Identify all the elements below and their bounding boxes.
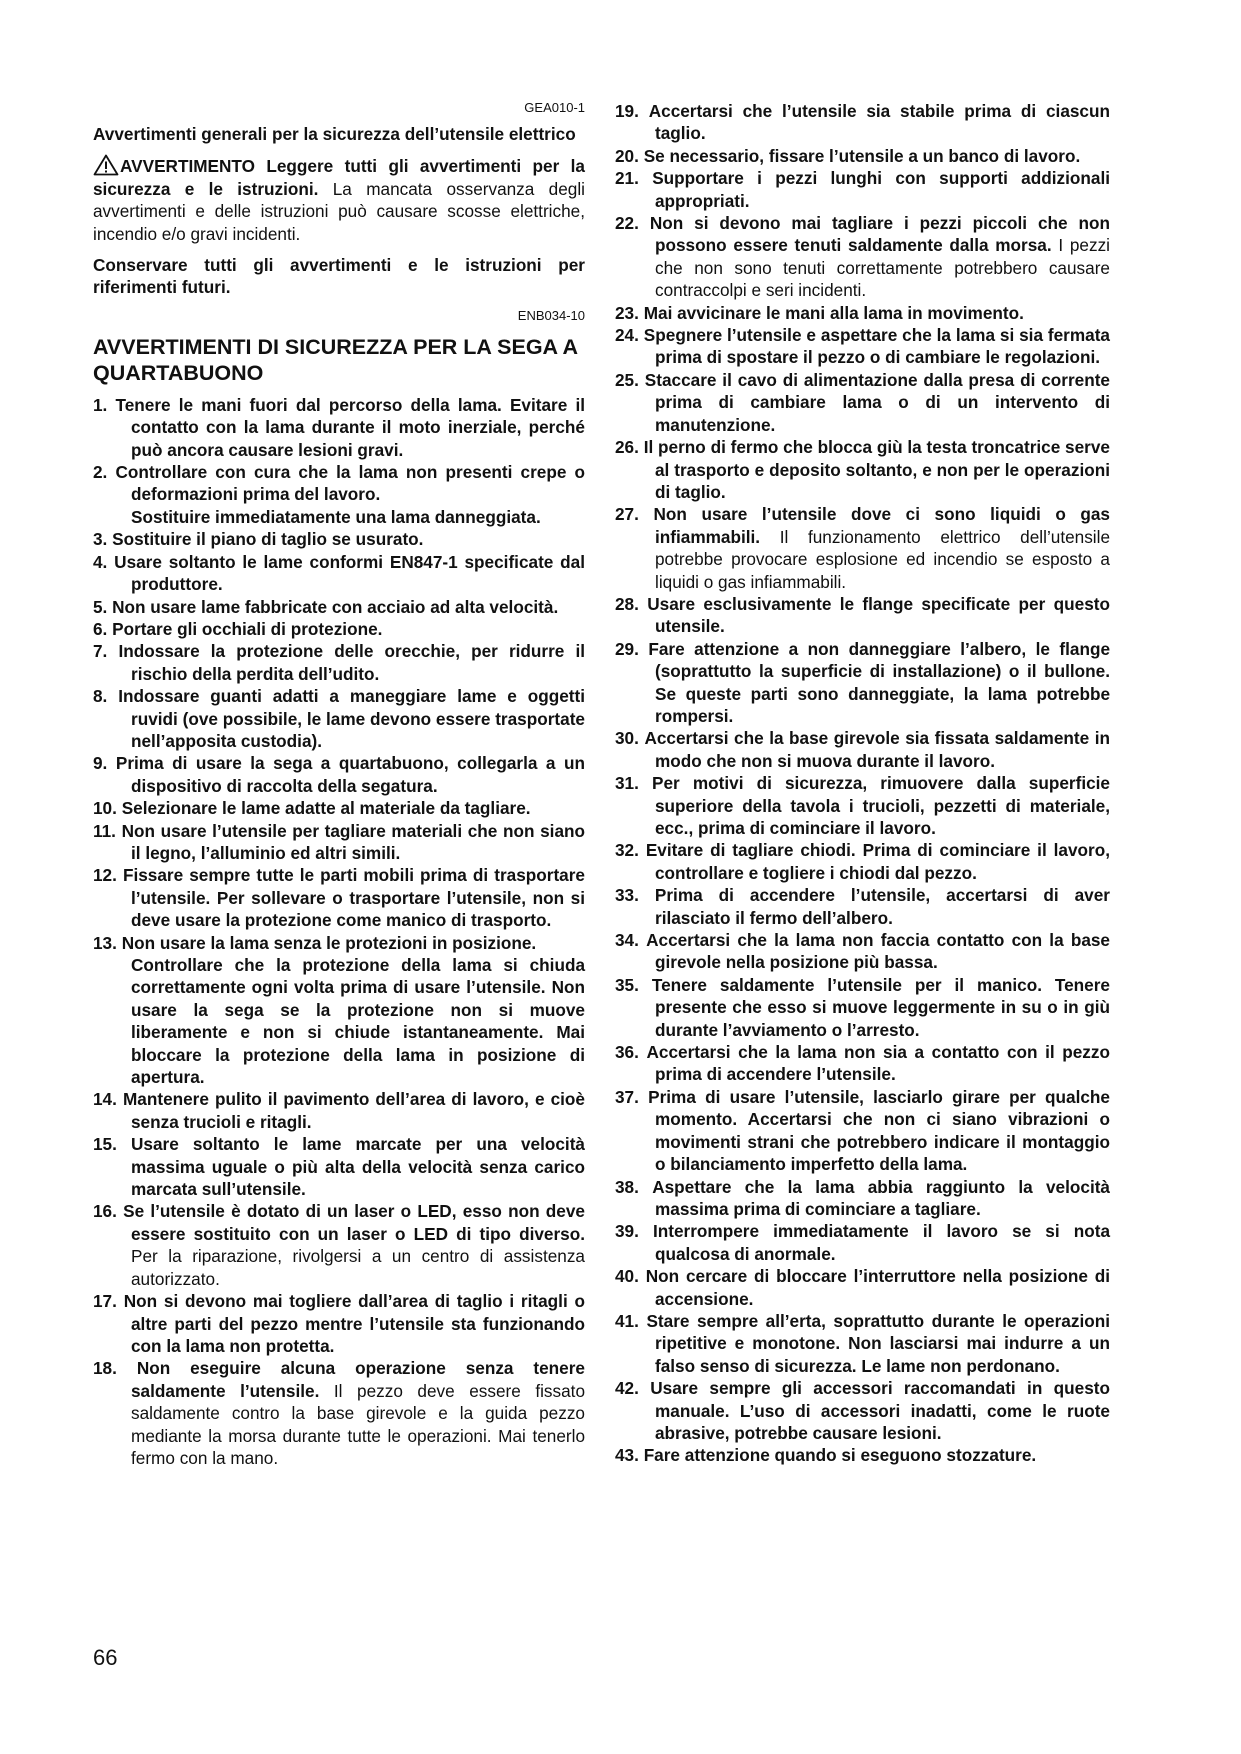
item-text: Selezionare le lame adatte al materiale da tagliare. <box>121 798 531 819</box>
list-item <box>615 974 1110 1041</box>
item-number: 24. <box>615 325 639 346</box>
item-text: Prima di accendere l’utensile, accertarsi di aver rilasciato il fermo dell’albero. <box>654 885 1110 928</box>
item-number: 3. <box>93 529 108 550</box>
list-item <box>615 1444 1110 1466</box>
list-item <box>615 369 1110 436</box>
item-detail-text: Il funzionamento elettrico dell’utensile potrebbe provocare esplosione ed incendio se esposto a liquidi o gas infiammabili. <box>655 526 1110 592</box>
item-text: Interrompere immediatamente il lavoro se si nota qualcosa di anormale. <box>653 1221 1111 1264</box>
item-number: 28. <box>615 593 639 614</box>
item-number: 22. <box>615 213 639 234</box>
item-text: Non usare lame fabbricate con acciaio ad alta velocità. <box>112 596 559 617</box>
item-number: 27. <box>615 504 639 525</box>
list-item <box>93 685 585 752</box>
item-text: Evitare di tagliare chiodi. Prima di cominciare il lavoro, controllare e togliere i chiodi dal pezzo. <box>645 840 1110 883</box>
item-number: 36. <box>615 1042 639 1063</box>
item-text: Mantenere pulito il pavimento dell’area di lavoro, e cioè senza trucioli e ritagli. <box>122 1089 585 1132</box>
item-text: Non si devono mai togliere dall’area di taglio i ritagli o altre parti del pezzo mentre l’utensile sta funzionando con la lama non protetta. <box>123 1291 586 1356</box>
item-number: 7. <box>93 641 108 662</box>
item-number: 14. <box>93 1089 117 1110</box>
list-item <box>93 1200 585 1290</box>
item-text: Tenere le mani fuori dal percorso della lama. Evitare il contatto con la lama durante il moto inerziale, perché può ancora causare lesioni gravi. <box>115 394 585 460</box>
list-item <box>615 593 1110 638</box>
item-text: Indossare la protezione delle orecchie, per ridurre il rischio della perdita dell’udito. <box>118 641 586 684</box>
item-number: 8. <box>93 686 108 707</box>
item-number: 43. <box>615 1445 639 1466</box>
item-text: Non si devono mai tagliare i pezzi piccoli che non possono essere tenuti saldamente dalla morsa. <box>649 213 1110 256</box>
list-item <box>615 1041 1110 1086</box>
page-number: 66 <box>93 1645 118 1670</box>
list-item <box>93 932 585 1089</box>
item-number: 37. <box>615 1086 639 1107</box>
item-text: Non eseguire alcuna operazione senza tenere saldamente l’utensile. <box>131 1358 585 1401</box>
item-number: 1. <box>93 394 108 415</box>
item-number: 19. <box>615 101 639 121</box>
item-number: 17. <box>93 1291 117 1312</box>
item-number: 5. <box>93 596 108 617</box>
item-number: 10. <box>93 798 117 819</box>
list-item <box>615 727 1110 772</box>
list-item <box>615 884 1110 929</box>
item-text: Sostituire il piano di taglio se usurato. <box>112 529 424 550</box>
item-number: 4. <box>93 551 108 572</box>
list-item <box>615 1265 1110 1310</box>
item-text: Per motivi di sicurezza, rimuovere dalla superficie superiore della tavola i trucioli, pezzetti di materiale, ecc., prima di cominciare il lavoro. <box>652 773 1110 838</box>
list-item <box>615 1176 1110 1221</box>
item-number: 9. <box>93 753 108 774</box>
item-number: 39. <box>615 1221 639 1242</box>
warning-triangle-icon <box>93 154 119 176</box>
item-number: 31. <box>615 773 639 794</box>
list-item <box>93 797 585 819</box>
warning-label: AVVERTIMENTO <box>120 156 255 177</box>
item-text: Non usare l’utensile dove ci sono liquidi o gas infiammabili. <box>653 504 1110 547</box>
list-item <box>615 503 1110 593</box>
list-item <box>615 839 1110 884</box>
list-item <box>93 528 585 550</box>
list-item <box>615 167 1110 212</box>
item-number: 41. <box>615 1310 639 1331</box>
item-text: Se necessario, fissare l’utensile a un banco di lavoro. <box>643 145 1081 166</box>
item-number: 42. <box>615 1378 639 1399</box>
list-item <box>615 638 1110 728</box>
document-code: ENB034-10 <box>517 307 585 323</box>
item-text: Staccare il cavo di alimentazione dalla presa di corrente prima di cambiare lama o di un intervento di manutenzione. <box>644 369 1110 435</box>
warning-bold-text: Leggere tutti gli avvertimenti per la sicurezza e le istruzioni. <box>93 156 585 199</box>
item-number: 23. <box>615 302 639 323</box>
item-number: 26. <box>615 437 639 458</box>
list-item <box>93 394 585 461</box>
item-text: Usare soltanto le lame marcate per una velocità massima uguale o più alta della velocità senza carico marcata sull’utensile. <box>131 1134 585 1200</box>
item-number: 30. <box>615 728 639 749</box>
list-item <box>615 1086 1110 1176</box>
list-item <box>615 929 1110 974</box>
item-text: Aspettare che la lama abbia raggiunto la velocità massima prima di cominciare a tagliare. <box>652 1176 1110 1219</box>
list-item <box>93 596 585 618</box>
list-item <box>93 551 585 596</box>
item-number: 18. <box>93 1358 117 1379</box>
item-detail-text: Per la riparazione, rivolgersi a un centro di assistenza autorizzato. <box>131 1246 585 1289</box>
list-item <box>615 145 1110 167</box>
item-text: Spegnere l’utensile e aspettare che la lama si sia fermata prima di spostare il pezzo o di cambiare le regolazioni. <box>643 325 1110 368</box>
item-text: Stare sempre all’erta, soprattutto durante le operazioni ripetitive e monotone. Non lasciarsi mai indurre a un falso senso di sicurezza. Le lame non perdonano. <box>646 1310 1111 1376</box>
item-number: 13. <box>93 932 117 953</box>
item-number: 20. <box>615 145 639 166</box>
item-text: Il perno di fermo che blocca giù la testa troncatrice serve al trasporto e deposito soltanto, e non per le operazioni di taglio. <box>643 437 1110 502</box>
item-detail-text: Il pezzo deve essere fissato saldamente contro la base girevole e la guida pezzo mediante la morsa durante tutte le operazioni. Mai tenerlo fermo con la mano. <box>131 1380 585 1468</box>
list-item <box>615 1220 1110 1265</box>
list-item <box>93 864 585 931</box>
item-number: 25. <box>615 369 639 390</box>
item-number: 6. <box>93 618 108 639</box>
list-item <box>93 752 585 797</box>
safety-list <box>93 394 585 1470</box>
item-number: 40. <box>615 1266 639 1287</box>
item-text: Non usare l’utensile per tagliare materiali che non siano il legno, l’alluminio ed altri simili. <box>121 820 586 863</box>
item-text: Usare soltanto le lame conformi EN847-1 specificate dal produttore. <box>114 551 585 595</box>
keep-instructions-text: Conservare tutti gli avvertimenti e le istruzioni per riferimenti futuri. <box>93 255 585 298</box>
item-text: Usare sempre gli accessori raccomandati in questo manuale. L’uso di accessori inadatti, come le ruote abrasive, potrebbe causare lesioni. <box>650 1378 1110 1443</box>
list-item <box>93 1133 585 1200</box>
right-column <box>615 100 1110 1467</box>
item-text: Prima di usare la sega a quartabuono, collegarla a un dispositivo di raccolta della segatura. <box>115 753 585 796</box>
list-item <box>93 820 585 865</box>
item-text: Accertarsi che la lama non sia a contatto con il pezzo prima di accendere l’utensile. <box>646 1042 1110 1085</box>
general-safety-title: Avvertimenti generali per la sicurezza dell’utensile elettrico <box>93 124 576 144</box>
item-extra-text: Controllare che la protezione della lama si chiuda correttamente ogni volta prima di usare l’utensile. Non usare la sega se la protezione non si muove liberamente e non si chiude istantaneamente. Mai bloccare la protezione della lama in posizione di apertura. <box>131 955 585 1088</box>
item-text: Mai avvicinare le mani alla lama in movimento. <box>643 302 1024 323</box>
item-text: Tenere saldamente l’utensile per il manico. Tenere presente che esso si muove leggermente in su o in giù durante l’avviamento o l’arresto. <box>651 974 1110 1040</box>
item-text: Fissare sempre tutte le parti mobili prima di trasportare l’utensile. Per sollevare o trasportare l’utensile, non si deve usare la protezione come manico di trasporto. <box>122 865 585 931</box>
document-code: GEA010-1 <box>524 100 585 115</box>
list-item <box>93 461 585 528</box>
item-text: Accertarsi che l’utensile sia stabile prima di ciascun taglio. <box>648 101 1110 144</box>
item-text: Portare gli occhiali di protezione. <box>112 618 383 639</box>
list-item <box>615 436 1110 503</box>
item-number: 2. <box>93 462 108 483</box>
item-number: 32. <box>615 840 639 861</box>
list-item <box>93 1088 585 1133</box>
list-item <box>93 640 585 685</box>
item-text: Non usare la lama senza le protezioni in posizione. <box>121 932 537 953</box>
list-item <box>93 618 585 640</box>
list-item <box>93 1290 585 1357</box>
item-text: Non cercare di bloccare l’interruttore nella posizione di accensione. <box>645 1266 1111 1309</box>
item-extra-text: Sostituire immediatamente una lama danneggiata. <box>131 506 541 527</box>
list-item <box>615 1310 1110 1377</box>
left-column <box>93 100 585 1469</box>
item-text: Prima di usare l’utensile, lasciarlo girare per qualche momento. Accertarsi che non ci siano vibrazioni o movimenti strani che potrebbero indicare il montaggio o bilanciamento imperfetto della lama. <box>648 1086 1110 1175</box>
item-number: 34. <box>615 930 639 951</box>
item-text: Se l’utensile è dotato di un laser o LED, esso non deve essere sostituito con un laser o LED di tipo diverso. <box>123 1201 585 1244</box>
item-number: 16. <box>93 1201 117 1222</box>
list-item <box>615 1377 1110 1444</box>
item-text: Accertarsi che la base girevole sia fissata saldamente in modo che non si muova durante il lavoro. <box>644 728 1110 771</box>
section-heading: AVVERTIMENTI DI SICUREZZA PER LA SEGA A QUARTABUONO <box>93 334 578 385</box>
item-text: Accertarsi che la lama non faccia contatto con la base girevole nella posizione più bassa. <box>646 930 1110 973</box>
item-number: 35. <box>615 974 639 995</box>
item-text: Supportare i pezzi lunghi con supporti addizionali appropriati. <box>652 168 1110 211</box>
item-number: 29. <box>615 638 639 659</box>
safety-list <box>615 100 1110 1467</box>
list-item <box>615 302 1110 324</box>
warning-paragraph <box>93 154 585 245</box>
item-number: 21. <box>615 168 639 189</box>
item-text: Usare esclusivamente le flange specificate per questo utensile. <box>647 593 1110 637</box>
item-number: 33. <box>615 885 639 906</box>
list-item <box>615 212 1110 302</box>
item-number: 15. <box>93 1134 117 1155</box>
item-text: Controllare con cura che la lama non presenti crepe o deformazioni prima del lavoro. <box>115 462 585 505</box>
item-number: 12. <box>93 865 117 886</box>
item-number: 11. <box>93 820 116 841</box>
list-item <box>615 772 1110 839</box>
list-item <box>615 324 1110 369</box>
item-text: Fare attenzione quando si eseguono stozzature. <box>643 1445 1037 1466</box>
item-text: Indossare guanti adatti a maneggiare lame e oggetti ruvidi (ove possibile, le lame devono essere trasportate nell’apposita custodia). <box>118 686 585 751</box>
list-item <box>93 1357 585 1469</box>
item-detail-text: I pezzi che non sono tenuti correttamente potrebbero causare contraccolpi e seri incidenti. <box>655 235 1110 301</box>
item-number: 38. <box>615 1176 639 1197</box>
list-item <box>615 100 1110 145</box>
warning-text: La mancata osservanza degli avvertimenti e delle istruzioni può causare scosse elettriche, incendio e/o gravi incidenti. <box>93 178 585 244</box>
item-text: Fare attenzione a non danneggiare l’albero, le flange (soprattutto la superficie di installazione) o il bullone. Se queste parti sono danneggiate, la lama potrebbe rompersi. <box>648 638 1110 726</box>
